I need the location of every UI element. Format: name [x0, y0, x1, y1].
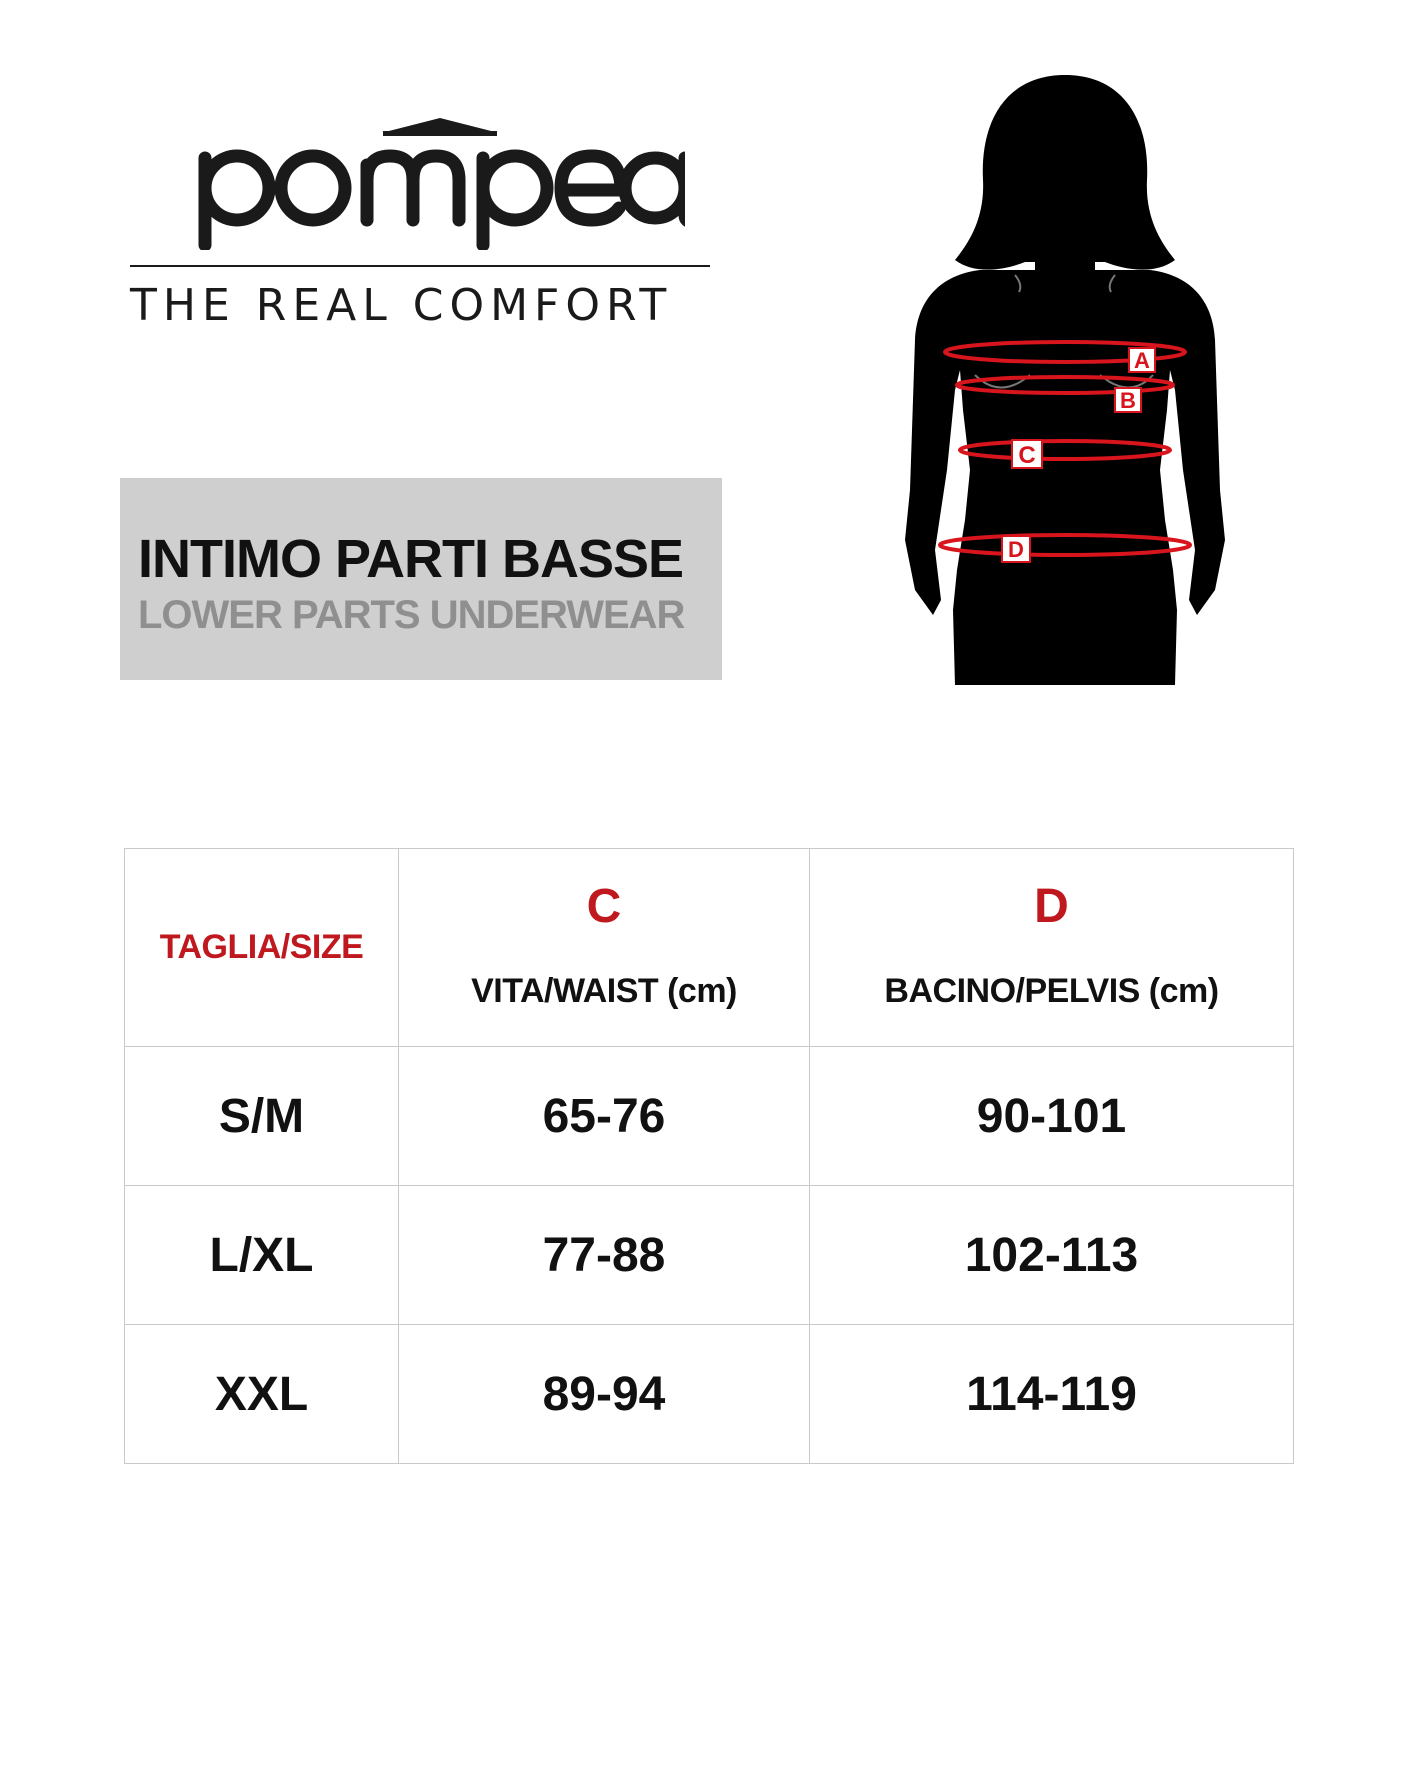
- size-column-header: [125, 849, 399, 1047]
- marker-a: [1129, 348, 1155, 373]
- pompea-logo: [185, 110, 685, 250]
- pelvis-letter: D: [1034, 879, 1069, 933]
- table-row: [125, 1047, 1294, 1186]
- marker-c: [1012, 440, 1042, 469]
- category-banner: [120, 478, 722, 680]
- pelvis-column-header: [810, 849, 1294, 1047]
- size-cell: S/M: [125, 1047, 399, 1186]
- category-title-en: LOWER PARTS UNDERWEAR: [138, 593, 685, 637]
- waist-cell: 77-88: [399, 1186, 810, 1325]
- marker-d: [1002, 536, 1030, 562]
- brand-divider: [130, 265, 710, 267]
- table-row: [125, 1325, 1294, 1464]
- size-cell: XXL: [125, 1325, 399, 1464]
- table-header-row: [125, 849, 1294, 1047]
- pelvis-header-label: BACINO/PELVIS (cm): [884, 971, 1219, 1010]
- size-chart-table: [124, 848, 1294, 1464]
- size-cell: L/XL: [125, 1186, 399, 1325]
- brand-block: [130, 110, 710, 331]
- body-silhouette: [895, 70, 1235, 685]
- waist-header-label: VITA/WAIST (cm): [471, 971, 737, 1010]
- waist-cell: 89-94: [399, 1325, 810, 1464]
- svg-text:D: D: [1008, 537, 1024, 562]
- pelvis-cell: 90-101: [810, 1047, 1294, 1186]
- pelvis-cell: 102-113: [810, 1186, 1294, 1325]
- category-title-it: INTIMO PARTI BASSE: [138, 529, 684, 589]
- svg-text:B: B: [1120, 388, 1136, 413]
- svg-text:A: A: [1134, 348, 1150, 373]
- waist-letter: C: [586, 879, 622, 933]
- table-row: [125, 1186, 1294, 1325]
- pelvis-cell: 114-119: [810, 1325, 1294, 1464]
- marker-b: [1115, 388, 1141, 413]
- svg-text:C: C: [1018, 442, 1036, 469]
- waist-column-header: [399, 849, 810, 1047]
- size-header-label: TAGLIA/SIZE: [159, 928, 364, 966]
- brand-tagline: THE REAL COMFORT: [130, 280, 673, 331]
- waist-cell: 65-76: [399, 1047, 810, 1186]
